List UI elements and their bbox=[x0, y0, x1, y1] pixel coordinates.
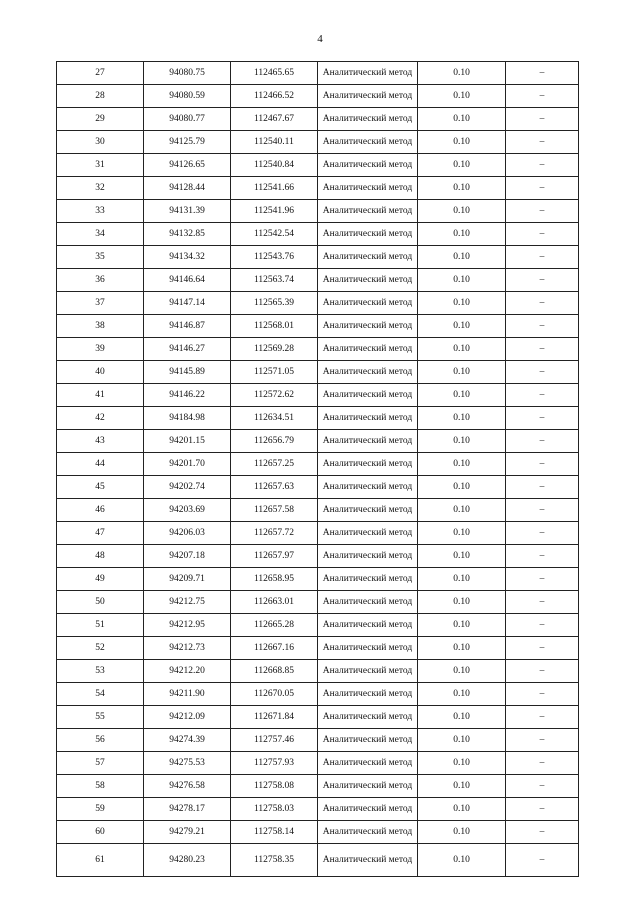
y-coordinate-cell: 112671.84 bbox=[231, 706, 318, 729]
note-cell: – bbox=[506, 384, 579, 407]
x-coordinate-cell: 94279.21 bbox=[144, 821, 231, 844]
point-number-cell: 59 bbox=[57, 798, 144, 821]
x-coordinate-cell: 94280.23 bbox=[144, 844, 231, 877]
x-coordinate-cell: 94080.77 bbox=[144, 108, 231, 131]
point-number-cell: 45 bbox=[57, 476, 144, 499]
method-cell: Аналитический метод bbox=[318, 177, 418, 200]
note-cell: – bbox=[506, 177, 579, 200]
point-number-cell: 54 bbox=[57, 683, 144, 706]
table-row bbox=[57, 407, 579, 430]
y-coordinate-cell: 112658.95 bbox=[231, 568, 318, 591]
point-number-cell: 38 bbox=[57, 315, 144, 338]
note-cell: – bbox=[506, 361, 579, 384]
note-cell: – bbox=[506, 752, 579, 775]
note-cell: – bbox=[506, 338, 579, 361]
y-coordinate-cell: 112667.16 bbox=[231, 637, 318, 660]
note-cell: – bbox=[506, 821, 579, 844]
x-coordinate-cell: 94203.69 bbox=[144, 499, 231, 522]
point-number-cell: 46 bbox=[57, 499, 144, 522]
table-row bbox=[57, 821, 579, 844]
point-number-cell: 47 bbox=[57, 522, 144, 545]
accuracy-cell: 0.10 bbox=[418, 637, 506, 660]
accuracy-cell: 0.10 bbox=[418, 706, 506, 729]
page-number: 4 bbox=[317, 33, 323, 45]
method-cell: Аналитический метод bbox=[318, 476, 418, 499]
point-number-cell: 58 bbox=[57, 775, 144, 798]
y-coordinate-cell: 112757.93 bbox=[231, 752, 318, 775]
note-cell: – bbox=[506, 775, 579, 798]
method-cell: Аналитический метод bbox=[318, 775, 418, 798]
x-coordinate-cell: 94207.18 bbox=[144, 545, 231, 568]
note-cell: – bbox=[506, 798, 579, 821]
x-coordinate-cell: 94212.73 bbox=[144, 637, 231, 660]
point-number-cell: 35 bbox=[57, 246, 144, 269]
x-coordinate-cell: 94132.85 bbox=[144, 223, 231, 246]
method-cell: Аналитический метод bbox=[318, 292, 418, 315]
method-cell: Аналитический метод bbox=[318, 614, 418, 637]
method-cell: Аналитический метод bbox=[318, 430, 418, 453]
accuracy-cell: 0.10 bbox=[418, 62, 506, 85]
y-coordinate-cell: 112540.11 bbox=[231, 131, 318, 154]
accuracy-cell: 0.10 bbox=[418, 223, 506, 246]
accuracy-cell: 0.10 bbox=[418, 430, 506, 453]
table-row bbox=[57, 200, 579, 223]
method-cell: Аналитический метод bbox=[318, 131, 418, 154]
table-row bbox=[57, 476, 579, 499]
method-cell: Аналитический метод bbox=[318, 844, 418, 877]
accuracy-cell: 0.10 bbox=[418, 361, 506, 384]
point-number-cell: 50 bbox=[57, 591, 144, 614]
accuracy-cell: 0.10 bbox=[418, 131, 506, 154]
method-cell: Аналитический метод bbox=[318, 453, 418, 476]
y-coordinate-cell: 112572.62 bbox=[231, 384, 318, 407]
table-row bbox=[57, 338, 579, 361]
x-coordinate-cell: 94128.44 bbox=[144, 177, 231, 200]
table-row bbox=[57, 131, 579, 154]
note-cell: – bbox=[506, 706, 579, 729]
table-row bbox=[57, 706, 579, 729]
accuracy-cell: 0.10 bbox=[418, 522, 506, 545]
x-coordinate-cell: 94126.65 bbox=[144, 154, 231, 177]
table-row bbox=[57, 637, 579, 660]
method-cell: Аналитический метод bbox=[318, 315, 418, 338]
x-coordinate-cell: 94080.75 bbox=[144, 62, 231, 85]
accuracy-cell: 0.10 bbox=[418, 499, 506, 522]
table-row bbox=[57, 752, 579, 775]
accuracy-cell: 0.10 bbox=[418, 292, 506, 315]
table-row bbox=[57, 62, 579, 85]
x-coordinate-cell: 94202.74 bbox=[144, 476, 231, 499]
table-row bbox=[57, 614, 579, 637]
table-row bbox=[57, 177, 579, 200]
point-number-cell: 31 bbox=[57, 154, 144, 177]
y-coordinate-cell: 112541.66 bbox=[231, 177, 318, 200]
coordinates-table-body bbox=[57, 62, 579, 877]
x-coordinate-cell: 94212.09 bbox=[144, 706, 231, 729]
y-coordinate-cell: 112665.28 bbox=[231, 614, 318, 637]
y-coordinate-cell: 112542.54 bbox=[231, 223, 318, 246]
x-coordinate-cell: 94274.39 bbox=[144, 729, 231, 752]
x-coordinate-cell: 94276.58 bbox=[144, 775, 231, 798]
table-row bbox=[57, 315, 579, 338]
table-row bbox=[57, 660, 579, 683]
x-coordinate-cell: 94201.70 bbox=[144, 453, 231, 476]
method-cell: Аналитический метод bbox=[318, 62, 418, 85]
note-cell: – bbox=[506, 246, 579, 269]
point-number-cell: 33 bbox=[57, 200, 144, 223]
accuracy-cell: 0.10 bbox=[418, 683, 506, 706]
method-cell: Аналитический метод bbox=[318, 729, 418, 752]
table-row bbox=[57, 499, 579, 522]
note-cell: – bbox=[506, 614, 579, 637]
note-cell: – bbox=[506, 453, 579, 476]
table-row bbox=[57, 844, 579, 877]
x-coordinate-cell: 94211.90 bbox=[144, 683, 231, 706]
point-number-cell: 29 bbox=[57, 108, 144, 131]
y-coordinate-cell: 112541.96 bbox=[231, 200, 318, 223]
note-cell: – bbox=[506, 131, 579, 154]
method-cell: Аналитический метод bbox=[318, 361, 418, 384]
accuracy-cell: 0.10 bbox=[418, 177, 506, 200]
accuracy-cell: 0.10 bbox=[418, 752, 506, 775]
accuracy-cell: 0.10 bbox=[418, 200, 506, 223]
x-coordinate-cell: 94145.89 bbox=[144, 361, 231, 384]
x-coordinate-cell: 94146.64 bbox=[144, 269, 231, 292]
table-row bbox=[57, 246, 579, 269]
table-row bbox=[57, 292, 579, 315]
method-cell: Аналитический метод bbox=[318, 154, 418, 177]
y-coordinate-cell: 112657.25 bbox=[231, 453, 318, 476]
coordinates-table bbox=[56, 61, 579, 877]
point-number-cell: 36 bbox=[57, 269, 144, 292]
method-cell: Аналитический метод bbox=[318, 499, 418, 522]
x-coordinate-cell: 94146.87 bbox=[144, 315, 231, 338]
y-coordinate-cell: 112540.84 bbox=[231, 154, 318, 177]
table-row bbox=[57, 223, 579, 246]
y-coordinate-cell: 112758.08 bbox=[231, 775, 318, 798]
point-number-cell: 34 bbox=[57, 223, 144, 246]
table-row bbox=[57, 522, 579, 545]
y-coordinate-cell: 112565.39 bbox=[231, 292, 318, 315]
point-number-cell: 28 bbox=[57, 85, 144, 108]
accuracy-cell: 0.10 bbox=[418, 798, 506, 821]
y-coordinate-cell: 112758.35 bbox=[231, 844, 318, 877]
note-cell: – bbox=[506, 568, 579, 591]
accuracy-cell: 0.10 bbox=[418, 476, 506, 499]
method-cell: Аналитический метод bbox=[318, 246, 418, 269]
note-cell: – bbox=[506, 269, 579, 292]
point-number-cell: 40 bbox=[57, 361, 144, 384]
y-coordinate-cell: 112668.85 bbox=[231, 660, 318, 683]
method-cell: Аналитический метод bbox=[318, 660, 418, 683]
note-cell: – bbox=[506, 62, 579, 85]
accuracy-cell: 0.10 bbox=[418, 315, 506, 338]
point-number-cell: 51 bbox=[57, 614, 144, 637]
point-number-cell: 61 bbox=[57, 844, 144, 877]
note-cell: – bbox=[506, 108, 579, 131]
point-number-cell: 39 bbox=[57, 338, 144, 361]
x-coordinate-cell: 94134.32 bbox=[144, 246, 231, 269]
note-cell: – bbox=[506, 637, 579, 660]
note-cell: – bbox=[506, 154, 579, 177]
y-coordinate-cell: 112569.28 bbox=[231, 338, 318, 361]
y-coordinate-cell: 112657.63 bbox=[231, 476, 318, 499]
accuracy-cell: 0.10 bbox=[418, 660, 506, 683]
note-cell: – bbox=[506, 430, 579, 453]
table-row bbox=[57, 430, 579, 453]
note-cell: – bbox=[506, 223, 579, 246]
point-number-cell: 27 bbox=[57, 62, 144, 85]
accuracy-cell: 0.10 bbox=[418, 85, 506, 108]
point-number-cell: 55 bbox=[57, 706, 144, 729]
method-cell: Аналитический метод bbox=[318, 798, 418, 821]
note-cell: – bbox=[506, 591, 579, 614]
x-coordinate-cell: 94278.17 bbox=[144, 798, 231, 821]
point-number-cell: 42 bbox=[57, 407, 144, 430]
table-row bbox=[57, 85, 579, 108]
y-coordinate-cell: 112543.76 bbox=[231, 246, 318, 269]
accuracy-cell: 0.10 bbox=[418, 338, 506, 361]
note-cell: – bbox=[506, 476, 579, 499]
x-coordinate-cell: 94209.71 bbox=[144, 568, 231, 591]
accuracy-cell: 0.10 bbox=[418, 591, 506, 614]
point-number-cell: 57 bbox=[57, 752, 144, 775]
table-row bbox=[57, 545, 579, 568]
x-coordinate-cell: 94146.22 bbox=[144, 384, 231, 407]
method-cell: Аналитический метод bbox=[318, 591, 418, 614]
accuracy-cell: 0.10 bbox=[418, 568, 506, 591]
x-coordinate-cell: 94125.79 bbox=[144, 131, 231, 154]
accuracy-cell: 0.10 bbox=[418, 269, 506, 292]
method-cell: Аналитический метод bbox=[318, 338, 418, 361]
note-cell: – bbox=[506, 499, 579, 522]
point-number-cell: 48 bbox=[57, 545, 144, 568]
y-coordinate-cell: 112758.14 bbox=[231, 821, 318, 844]
method-cell: Аналитический метод bbox=[318, 269, 418, 292]
accuracy-cell: 0.10 bbox=[418, 246, 506, 269]
x-coordinate-cell: 94212.75 bbox=[144, 591, 231, 614]
method-cell: Аналитический метод bbox=[318, 637, 418, 660]
table-row bbox=[57, 729, 579, 752]
note-cell: – bbox=[506, 660, 579, 683]
x-coordinate-cell: 94184.98 bbox=[144, 407, 231, 430]
accuracy-cell: 0.10 bbox=[418, 775, 506, 798]
point-number-cell: 41 bbox=[57, 384, 144, 407]
x-coordinate-cell: 94080.59 bbox=[144, 85, 231, 108]
accuracy-cell: 0.10 bbox=[418, 453, 506, 476]
point-number-cell: 49 bbox=[57, 568, 144, 591]
x-coordinate-cell: 94212.95 bbox=[144, 614, 231, 637]
method-cell: Аналитический метод bbox=[318, 407, 418, 430]
accuracy-cell: 0.10 bbox=[418, 821, 506, 844]
table-row bbox=[57, 591, 579, 614]
x-coordinate-cell: 94146.27 bbox=[144, 338, 231, 361]
accuracy-cell: 0.10 bbox=[418, 108, 506, 131]
method-cell: Аналитический метод bbox=[318, 752, 418, 775]
table-row bbox=[57, 798, 579, 821]
table-row bbox=[57, 568, 579, 591]
table-row bbox=[57, 775, 579, 798]
method-cell: Аналитический метод bbox=[318, 200, 418, 223]
table-row bbox=[57, 154, 579, 177]
note-cell: – bbox=[506, 545, 579, 568]
y-coordinate-cell: 112656.79 bbox=[231, 430, 318, 453]
accuracy-cell: 0.10 bbox=[418, 545, 506, 568]
y-coordinate-cell: 112571.05 bbox=[231, 361, 318, 384]
method-cell: Аналитический метод bbox=[318, 223, 418, 246]
table-row bbox=[57, 683, 579, 706]
note-cell: – bbox=[506, 315, 579, 338]
accuracy-cell: 0.10 bbox=[418, 154, 506, 177]
accuracy-cell: 0.10 bbox=[418, 384, 506, 407]
y-coordinate-cell: 112568.01 bbox=[231, 315, 318, 338]
method-cell: Аналитический метод bbox=[318, 545, 418, 568]
note-cell: – bbox=[506, 729, 579, 752]
note-cell: – bbox=[506, 522, 579, 545]
method-cell: Аналитический метод bbox=[318, 706, 418, 729]
accuracy-cell: 0.10 bbox=[418, 614, 506, 637]
y-coordinate-cell: 112657.72 bbox=[231, 522, 318, 545]
point-number-cell: 44 bbox=[57, 453, 144, 476]
note-cell: – bbox=[506, 407, 579, 430]
table-row bbox=[57, 108, 579, 131]
point-number-cell: 60 bbox=[57, 821, 144, 844]
x-coordinate-cell: 94147.14 bbox=[144, 292, 231, 315]
note-cell: – bbox=[506, 683, 579, 706]
point-number-cell: 30 bbox=[57, 131, 144, 154]
point-number-cell: 32 bbox=[57, 177, 144, 200]
note-cell: – bbox=[506, 292, 579, 315]
method-cell: Аналитический метод bbox=[318, 683, 418, 706]
point-number-cell: 53 bbox=[57, 660, 144, 683]
y-coordinate-cell: 112758.03 bbox=[231, 798, 318, 821]
point-number-cell: 56 bbox=[57, 729, 144, 752]
table-row bbox=[57, 384, 579, 407]
note-cell: – bbox=[506, 844, 579, 877]
point-number-cell: 52 bbox=[57, 637, 144, 660]
y-coordinate-cell: 112657.97 bbox=[231, 545, 318, 568]
table-row bbox=[57, 361, 579, 384]
x-coordinate-cell: 94206.03 bbox=[144, 522, 231, 545]
y-coordinate-cell: 112757.46 bbox=[231, 729, 318, 752]
x-coordinate-cell: 94275.53 bbox=[144, 752, 231, 775]
method-cell: Аналитический метод bbox=[318, 108, 418, 131]
method-cell: Аналитический метод bbox=[318, 821, 418, 844]
y-coordinate-cell: 112670.05 bbox=[231, 683, 318, 706]
x-coordinate-cell: 94131.39 bbox=[144, 200, 231, 223]
y-coordinate-cell: 112466.52 bbox=[231, 85, 318, 108]
point-number-cell: 43 bbox=[57, 430, 144, 453]
accuracy-cell: 0.10 bbox=[418, 844, 506, 877]
method-cell: Аналитический метод bbox=[318, 85, 418, 108]
table-row bbox=[57, 453, 579, 476]
note-cell: – bbox=[506, 85, 579, 108]
y-coordinate-cell: 112563.74 bbox=[231, 269, 318, 292]
x-coordinate-cell: 94201.15 bbox=[144, 430, 231, 453]
point-number-cell: 37 bbox=[57, 292, 144, 315]
accuracy-cell: 0.10 bbox=[418, 729, 506, 752]
table-row bbox=[57, 269, 579, 292]
y-coordinate-cell: 112465.65 bbox=[231, 62, 318, 85]
y-coordinate-cell: 112657.58 bbox=[231, 499, 318, 522]
x-coordinate-cell: 94212.20 bbox=[144, 660, 231, 683]
y-coordinate-cell: 112467.67 bbox=[231, 108, 318, 131]
method-cell: Аналитический метод bbox=[318, 522, 418, 545]
accuracy-cell: 0.10 bbox=[418, 407, 506, 430]
y-coordinate-cell: 112634.51 bbox=[231, 407, 318, 430]
note-cell: – bbox=[506, 200, 579, 223]
method-cell: Аналитический метод bbox=[318, 384, 418, 407]
y-coordinate-cell: 112663.01 bbox=[231, 591, 318, 614]
method-cell: Аналитический метод bbox=[318, 568, 418, 591]
